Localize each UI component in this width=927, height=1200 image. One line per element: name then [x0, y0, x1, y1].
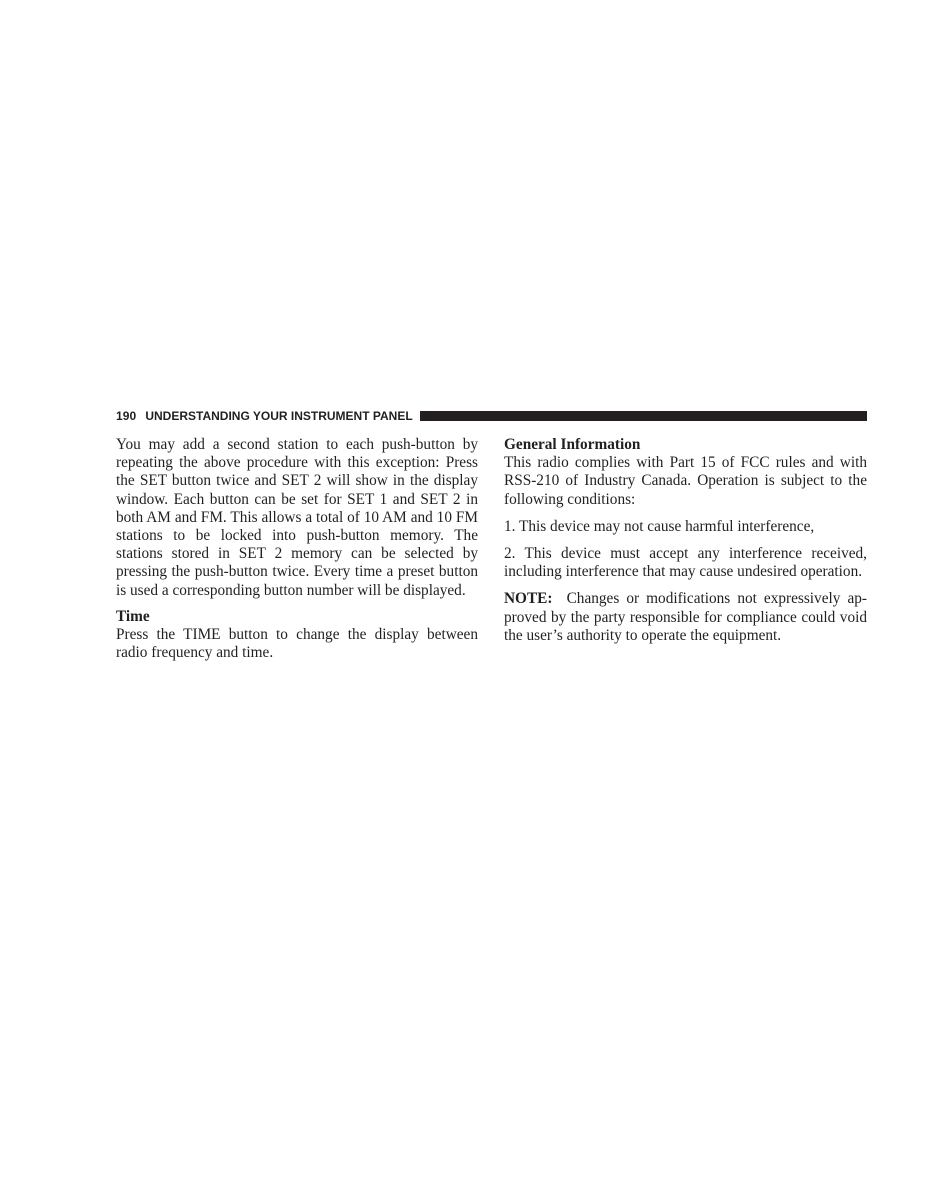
header-rule	[420, 411, 867, 421]
section-title: UNDERSTANDING YOUR INSTRUMENT PANEL	[145, 409, 413, 423]
note-paragraph	[504, 590, 867, 645]
note-text: Changes or modifications not expressively approved by the party responsible for compliance could void the user’s authority to operate the equipment.	[504, 590, 868, 644]
page-number: 190	[116, 409, 137, 423]
intro-paragraph: You may add a second station to each push-button by repeating the above procedure with this exception: Press the SET button twice and SET 2 will show in the display window. Each button can be set for SET 1 and SET 2 in both AM and FM. This allows a total of 10 AM and 10 FM stations to be locked into push-button memory. The stations stored in SET 2 memory can be selected by pressing the push-button twice. Every time a preset button is used a corresponding button number will be displayed.	[116, 436, 478, 599]
general-information-heading: General Information	[504, 436, 641, 453]
right-column	[504, 436, 867, 645]
condition-1: 1. This device may not cause harmful interference,	[504, 517, 815, 535]
condition-2: 2. This device must accept any interference received, including interference that may cause undesired operation.	[504, 545, 867, 581]
general-information-paragraph: This radio complies with Part 15 of FCC rules and with RSS-210 of Industry Canada. Operation is subject to the following conditions:	[504, 454, 867, 508]
note-label: NOTE:	[504, 590, 553, 608]
time-heading: Time	[116, 607, 150, 625]
time-paragraph: Press the TIME button to change the display between radio frequency and time.	[116, 626, 478, 662]
page-header	[116, 407, 867, 425]
left-column	[116, 436, 478, 662]
